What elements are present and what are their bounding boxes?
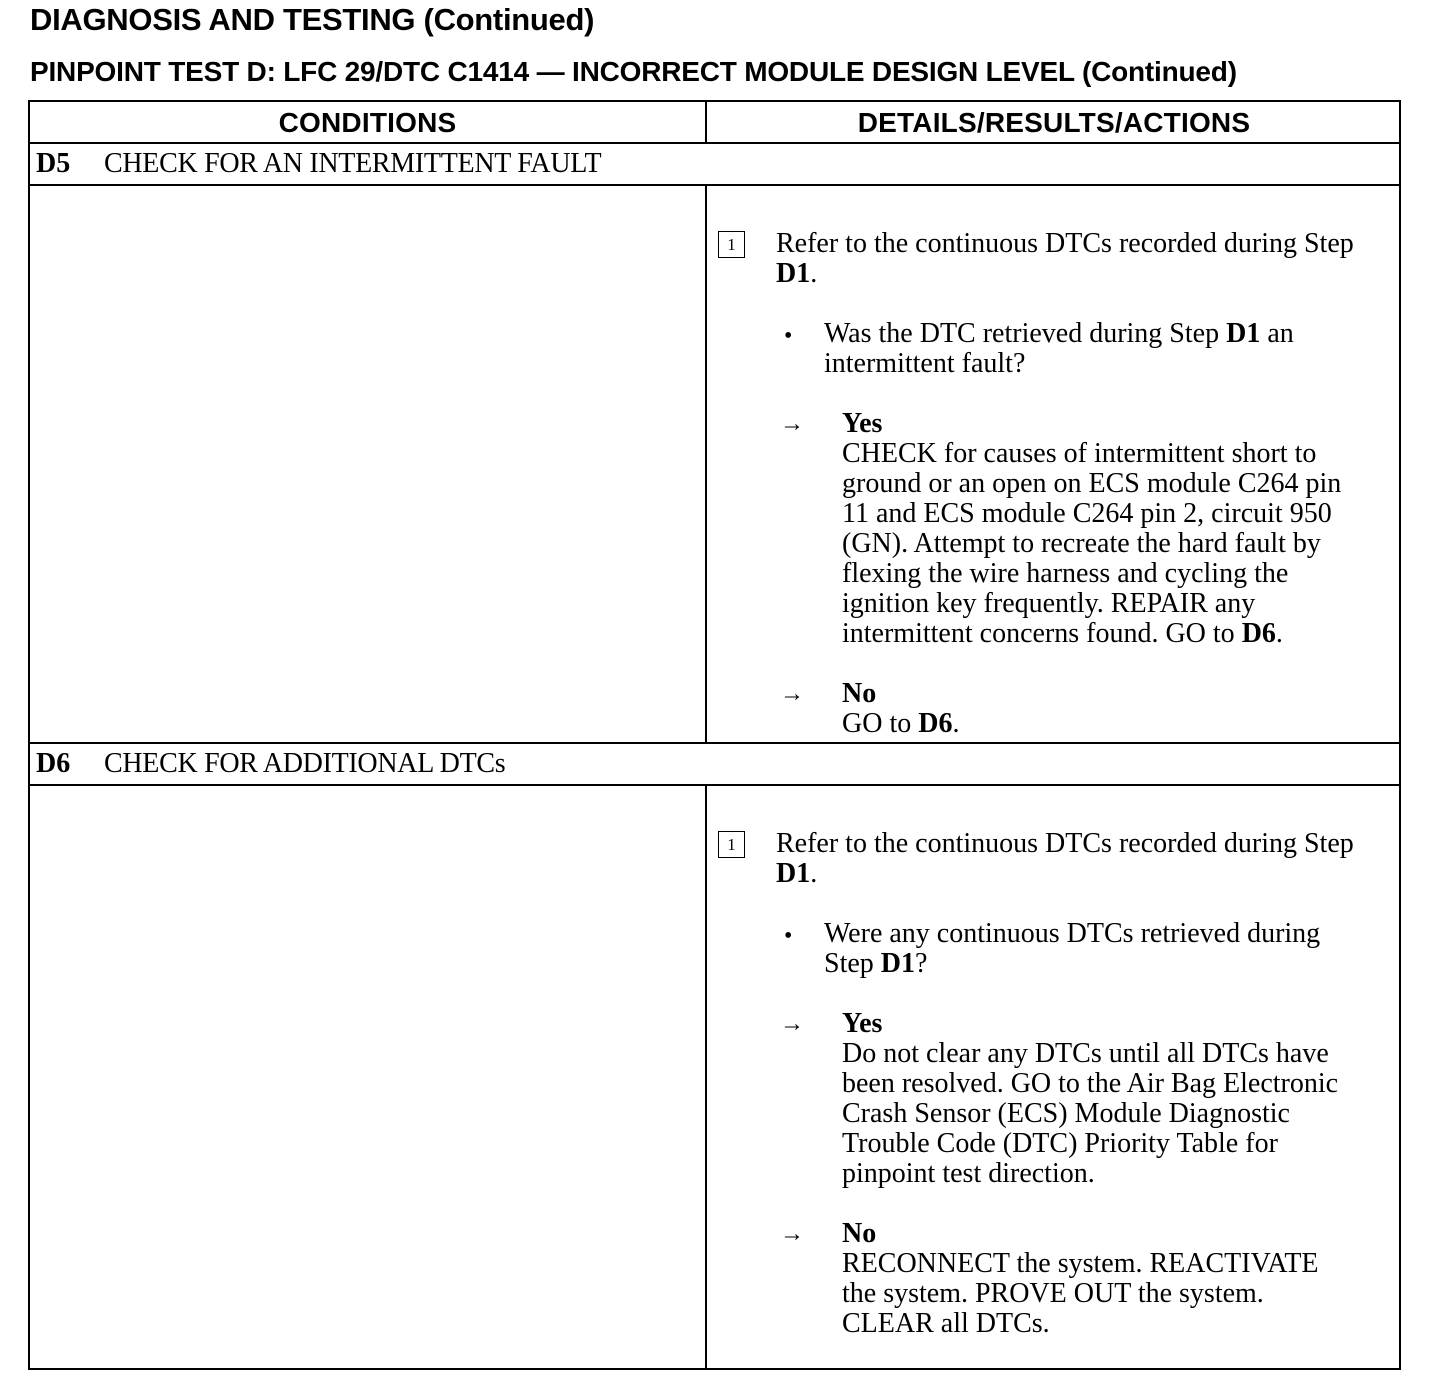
yes-result: Yes CHECK for causes of intermittent short to ground or an open on ECS module C264 pin 11 and ECS module C264 pin 2, circuit 950 (GN). Attempt to recreate the hard fault by flexing the wire harness and cycling the ignition key frequently. REPAIR any intermittent concerns found. GO to D6. — [842, 408, 1342, 649]
column-divider — [705, 186, 707, 744]
step-number-box: 1 — [718, 831, 745, 858]
arrow-right-icon: → — [780, 681, 804, 707]
yes-result: Yes Do not clear any DTCs until all DTCs have been resolved. GO to the Air Bag Electronic Crash Sensor (ECS) Module Diagnostic Trouble Code (DTC) Priority Table for pinpoint test direction. — [842, 1008, 1339, 1189]
step-title: CHECK FOR ADDITIONAL DTCs — [104, 748, 506, 779]
step-header-d6 — [30, 744, 1399, 786]
no-result: No GO to D6. — [842, 678, 960, 739]
details-column-header: DETAILS/RESULTS/ACTIONS — [707, 102, 1401, 144]
step-header-d5 — [30, 144, 1399, 186]
bullet-icon: • — [784, 923, 793, 949]
step-number-box: 1 — [718, 231, 745, 258]
pinpoint-test-table — [28, 100, 1401, 1370]
arrow-right-icon: → — [780, 1221, 804, 1247]
question-text: Were any continuous DTCs retrieved during Step D1? — [824, 918, 1321, 979]
pinpoint-test-title: PINPOINT TEST D: LFC 29/DTC C1414 — INCORRECT MODULE DESIGN LEVEL (Continued) — [30, 56, 1237, 87]
step-d6-details — [720, 786, 1395, 1366]
column-divider — [705, 786, 707, 1368]
step-code: D6 — [36, 748, 71, 779]
question-text: Was the DTC retrieved during Step D1 an intermittent fault? — [824, 318, 1294, 379]
step-d5-details — [720, 186, 1395, 742]
step-title: CHECK FOR AN INTERMITTENT FAULT — [104, 148, 602, 179]
arrow-right-icon: → — [780, 411, 804, 437]
no-result: No RECONNECT the system. REACTIVATE the system. PROVE OUT the system. CLEAR all DTCs. — [842, 1218, 1319, 1339]
step-code: D5 — [36, 148, 71, 179]
instruction-text: Refer to the continuous DTCs recorded during Step D1. — [776, 828, 1354, 889]
instruction-text: Refer to the continuous DTCs recorded during Step D1. — [776, 228, 1354, 289]
bullet-icon: • — [784, 323, 793, 349]
arrow-right-icon: → — [780, 1011, 804, 1037]
page-title: DIAGNOSIS AND TESTING (Continued) — [30, 2, 595, 37]
conditions-column-header: CONDITIONS — [30, 102, 707, 144]
